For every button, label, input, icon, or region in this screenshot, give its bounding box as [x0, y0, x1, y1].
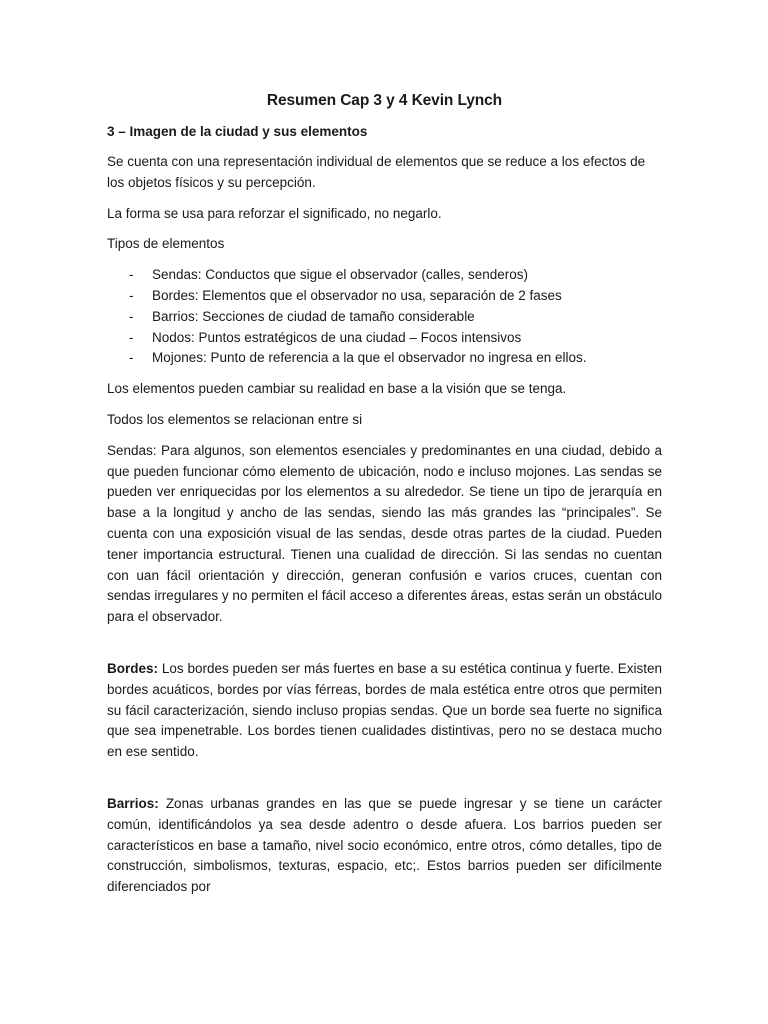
- reality-paragraph: Los elementos pueden cambiar su realidad en base a la visión que se tenga.: [107, 381, 567, 397]
- list-item-text: Bordes: Elementos que el observador no usa, separación de 2 fases: [152, 287, 562, 303]
- form-paragraph: La forma se usa para reforzar el significado, no negarlo.: [107, 205, 442, 221]
- bordes-label: Bordes:: [107, 660, 159, 676]
- list-item-text: Mojones: Punto de referencia a la que el observador no ingresa en ellos.: [152, 350, 587, 366]
- types-label: Tipos de elementos: [107, 236, 225, 252]
- list-item: [107, 307, 662, 328]
- barrios-text: Zonas urbanas grandes en las que se puede ingresar y se tiene un carácter común, identificándolos ya sea desde adentro o desde afuera. Los barrios pueden ser característicos en base a tamaño, nivel socio económico, entre otros, cómo detalles, tipo de construcción, simbolismos, texturas, espacio, etc;. Estos barrios pueden ser difícilmente diferenciados por: [107, 795, 662, 895]
- sendas-text: Para algunos, son elementos esenciales y predominantes en una ciudad, debido a que pueden funcionar cómo elemento de ubicación, nodo e incluso mojones. Las sendas se pueden ver enriquecidas por los elementos a su alrededor. Se tiene un tipo de jerarquía en base a la longitud y ancho de las sendas, siendo las más grandes las “principales”. Se cuenta con una exposición visual de las sendas, desde otras partes de la ciudad. Pueden tener importancia estructural. Tienen una cualidad de dirección. Si las sendas no cuentan con uan fácil orientación y dirección, generan confusión e varios cruces, cuentan con sendas irregulares y no permiten el fácil acceso a diferentes áreas, estas serán un obstáculo para el observador.: [107, 442, 662, 625]
- list-item: [107, 328, 662, 349]
- list-dash: -: [129, 329, 134, 345]
- list-item: [107, 265, 662, 286]
- intro-paragraph: Se cuenta con una representación individual de elementos que se reduce a los efectos de los objetos físicos y su percepción.: [107, 154, 646, 190]
- element-types-list: [107, 265, 662, 369]
- bordes-text: Los bordes pueden ser más fuertes en base a su estética continua y fuerte. Existen bordes acuáticos, bordes por vías férreas, bordes de mala estética entre otros que permiten su fácil caracterización, siendo incluso propias sendas. Que un borde sea fuerte no significa que sea impenetrable. Los bordes tienen cualidades distintivas, pero no se destaca mucho en ese sentido.: [107, 660, 662, 760]
- related-paragraph: Todos los elementos se relacionan entre si: [107, 411, 363, 427]
- document-title: Resumen Cap 3 y 4 Kevin Lynch: [266, 92, 503, 109]
- list-item-text: Barrios: Secciones de ciudad de tamaño considerable: [152, 308, 475, 324]
- section-heading: 3 – Imagen de la ciudad y sus elementos: [107, 124, 368, 139]
- sendas-label: Sendas:: [107, 442, 157, 458]
- list-dash: -: [129, 267, 134, 283]
- list-dash: -: [129, 287, 134, 303]
- list-item: [107, 286, 662, 307]
- bordes-paragraph: [107, 659, 662, 763]
- list-dash: -: [129, 350, 134, 366]
- barrios-label: Barrios:: [107, 795, 159, 811]
- list-item-text: Sendas: Conductos que sigue el observador (calles, senderos): [152, 267, 528, 283]
- list-item-text: Nodos: Puntos estratégicos de una ciudad – Focos intensivos: [152, 329, 522, 345]
- barrios-paragraph: [107, 794, 662, 898]
- list-dash: -: [129, 308, 134, 324]
- document-page: [107, 92, 662, 908]
- sendas-paragraph: [107, 441, 662, 628]
- list-item: [107, 348, 662, 369]
- paragraph-spacer: [107, 638, 662, 659]
- paragraph-spacer: [107, 773, 662, 794]
